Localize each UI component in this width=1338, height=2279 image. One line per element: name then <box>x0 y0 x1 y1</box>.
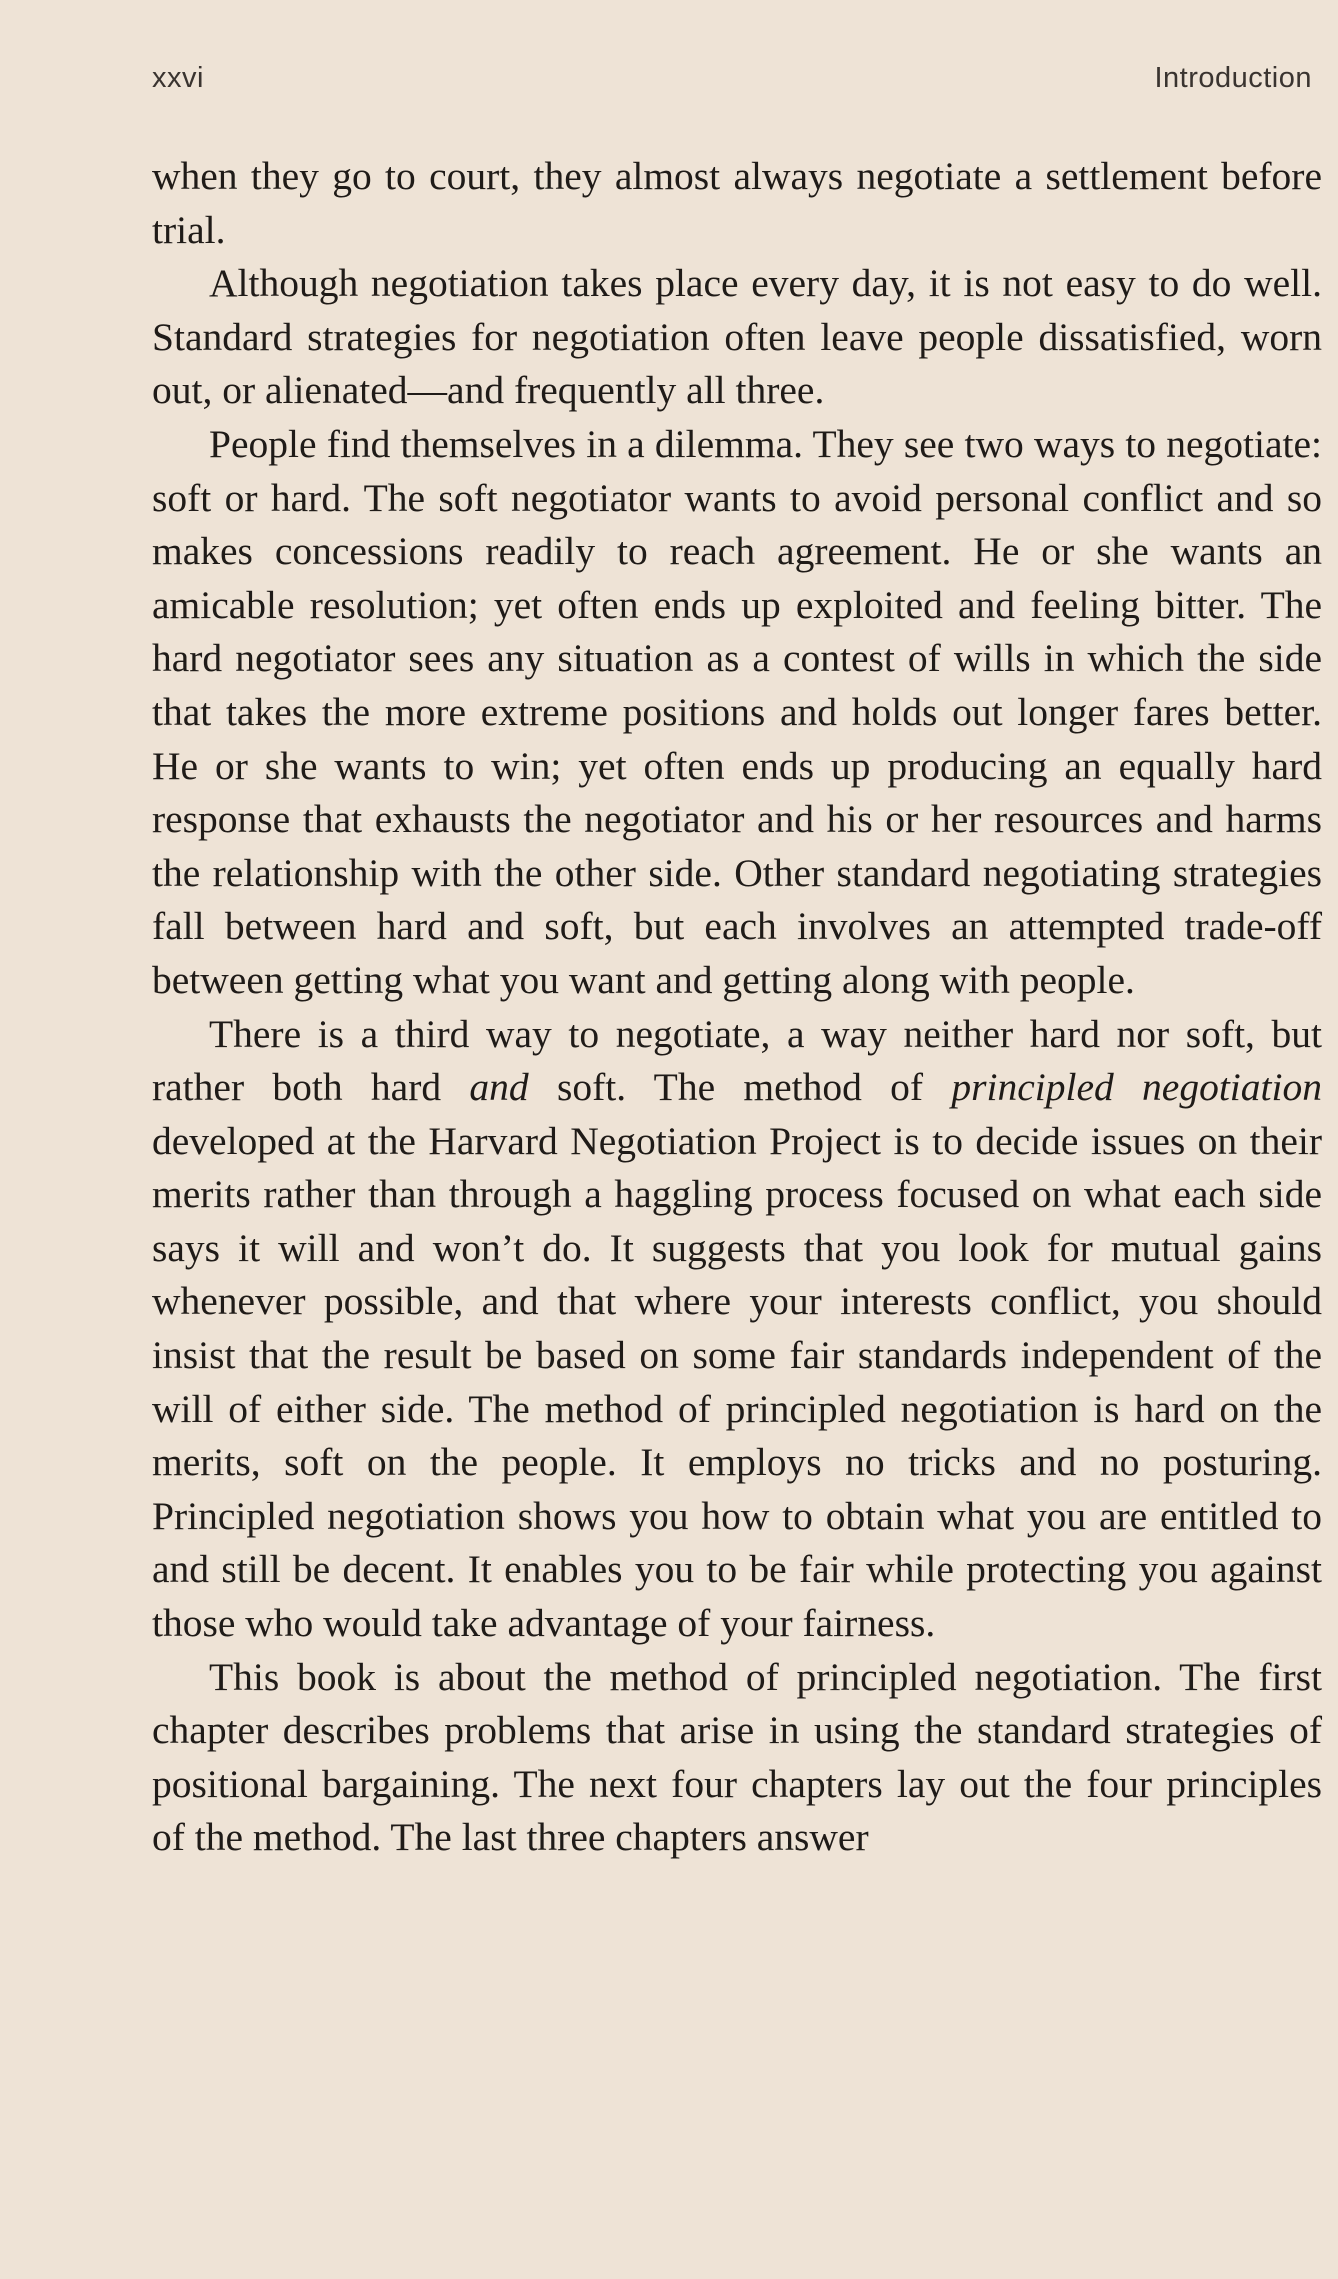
paragraph-5: This book is about the method of principled negotiation. The first chapter describes problems that arise in using the standard strategies of positional bargaining. The next four chapters lay out the four principles of the method. The last three chapters answer <box>152 1654 1322 1860</box>
emphasis-and: and <box>469 1065 529 1110</box>
body-text <box>152 150 1322 1865</box>
paragraph-2: Although negotiation takes place every day, it is not easy to do well. Standard strategies for negotiation often leave people dissatisfied, worn out, or alienated—and frequently all three. <box>152 261 1322 413</box>
page-number: xxvi <box>152 62 204 94</box>
paragraph-4-text-3: developed at the Harvard Negotiation Project is to decide issues on their merits rather than through a haggling process focused on what each side says it will and won’t do. It suggests that you look for mutual gains whenever possible, and that where your interests conflict, you should insist that the result be based on some fair standards independent of the will of either side. The method of principled negotiation is hard on the merits, soft on the people. It employs no tricks and no posturing. Principled negotiation shows you how to obtain what you are entitled to and still be decent. It enables you to be fair while protecting you against those who would take advantage of your fairness. <box>152 1118 1322 1646</box>
emphasis-principled-negotiation: principled negotiation <box>951 1065 1322 1110</box>
paragraph-4-text-1: There is a third way to negotiate, a way neither hard nor soft, but rather both hard <box>152 1011 1322 1110</box>
paragraph-3: People find themselves in a dilemma. They see two ways to negotiate: soft or hard. The soft negotiator wants to avoid personal conflict and so makes concessions readily to reach agreement. He or she wants an amicable resolution; yet often ends up exploited and feeling bitter. The hard negotiator sees any situation as a contest of wills in which the side that takes the more extreme positions and holds out longer fares better. He or she wants to win; yet often ends up producing an equally hard response that exhausts the negotiator and his or her resources and harms the relationship with the other side. Other standard negotiating strategies fall between hard and soft, but each involves an attempted trade-off between getting what you want and getting along with people. <box>152 421 1322 1002</box>
running-title: Introduction <box>1154 62 1312 94</box>
paragraph-1: when they go to court, they almost always negotiate a settlement before trial. <box>152 154 1322 252</box>
paragraph-4 <box>152 1008 1322 1651</box>
paragraph-4-text-2: soft. The method of <box>528 1065 952 1110</box>
